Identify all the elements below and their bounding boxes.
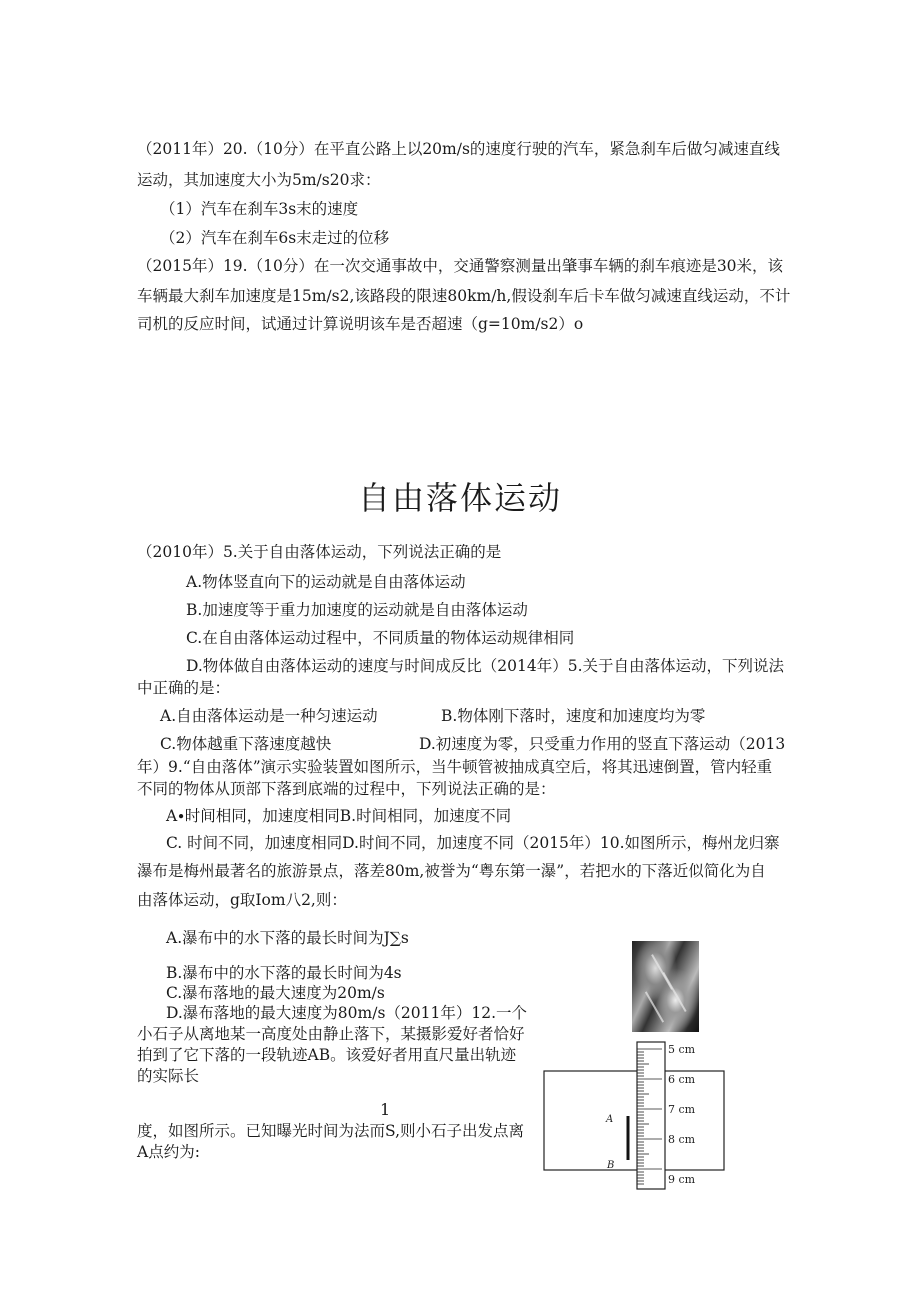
question-stem: 不同的物体从顶部下落到底端的过程中，下列说法正确的是： [137,780,556,798]
answer-option: A.瀑布中的水下落的最长时间为J∑s [166,929,409,947]
question-stem: 中正确的是： [137,679,231,697]
question-stem: A点约为: [137,1143,200,1161]
ruler-label-9cm: 9 cm [668,1173,696,1186]
answer-option: A.自由落体运动是一种匀速运动 [160,707,378,725]
section-title: 自由落体运动 [357,479,562,517]
question-stem: 拍到了它下落的一段轨迹AB。该爱好者用直尺量出轨迹 [137,1046,517,1064]
answer-option: C. 时间不同，加速度相同D.时间不同，加速度不同（2015年）10.如图所示，梅州龙归寨 [166,834,780,852]
point-a-label: A [606,1114,614,1125]
ruler-label-7cm: 7 cm [668,1103,696,1116]
question-stem: 年）9.“自由落体”演示实验装置如图所示，当牛顿管被抽成真空后，将其迅速倒置，管内轻重 [137,758,773,776]
problem-subquestion: （1）汽车在刹车3s末的速度 [160,200,359,218]
page-number: 1 [380,1100,391,1119]
problem-text-line: 司机的反应时间，试通过计算说明该车是否超速（g=10m∕s2）o [137,315,584,333]
answer-option: D.初速度为零，只受重力作用的竖直下落运动（2013 [419,735,786,753]
problem-text-line: （2015年）19.（10分）在一次交通事故中，交通警察测量出肇事车辆的刹车痕迹是30米，该 [137,257,784,275]
answer-option: D.瀑布落地的最大速度为80m∕s（2011年）12.一个 [166,1004,527,1022]
question-stem: 的实际长 [137,1067,200,1085]
point-b-label: B [607,1160,615,1171]
answer-option: C.在自由落体运动过程中，不同质量的物体运动规律相同 [186,629,575,647]
problem-subquestion: （2）汽车在刹车6s末走过的位移 [160,229,390,247]
ruler-label-6cm: 6 cm [668,1073,696,1086]
waterfall-photo [632,941,699,1032]
figure-frame [544,1071,724,1170]
answer-option: B.加速度等于重力加速度的运动就是自由落体运动 [186,601,528,619]
problem-text-line: （2011年）20.（10分）在平直公路上以20m∕s的速度行驶的汽车，紧急刹车后做匀减速直线 [137,140,780,158]
answer-option: B.瀑布中的水下落的最长时间为4s [166,964,402,982]
answer-option: D.物体做自由落体运动的速度与时间成反比（2014年）5.关于自由落体运动，下列说法 [186,657,785,675]
question-stem: 由落体运动，g取Iom八2,则： [137,891,347,909]
question-stem: 度，如图所示。已知曝光时间为法而S,则小石子出发点离 [137,1122,524,1140]
question-stem: （2010年）5.关于自由落体运动，下列说法正确的是 [137,543,502,561]
ruler-label-5cm: 5 cm [668,1043,696,1056]
answer-option: C.瀑布落地的最大速度为20m∕s [166,984,385,1002]
answer-option: C.物体越重下落速度越快 [160,735,332,753]
ruler-figure [540,1038,730,1193]
problem-text-line: 运动，其加速度大小为5m∕s20求： [137,171,381,189]
ruler-label-8cm: 8 cm [668,1133,696,1146]
answer-option: B.物体刚下落时，速度和加速度均为零 [441,707,706,725]
question-stem: 瀑布是梅州最著名的旅游景点，落差80m,被誉为“粤东第一瀑”，若把水的下落近似简化为自 [137,862,766,880]
question-stem: 小石子从离地某一高度处由静止落下，某摄影爱好者恰好 [137,1025,525,1043]
answer-option: A∙时间相同，加速度相同B.时间相同，加速度不同 [166,807,512,825]
problem-text-line: 车辆最大刹车加速度是15m∕s2,该路段的限速80km∕h,假设刹车后卡车做匀减速直线运动，不计 [137,287,791,305]
answer-option: A.物体竖直向下的运动就是自由落体运动 [186,573,466,591]
